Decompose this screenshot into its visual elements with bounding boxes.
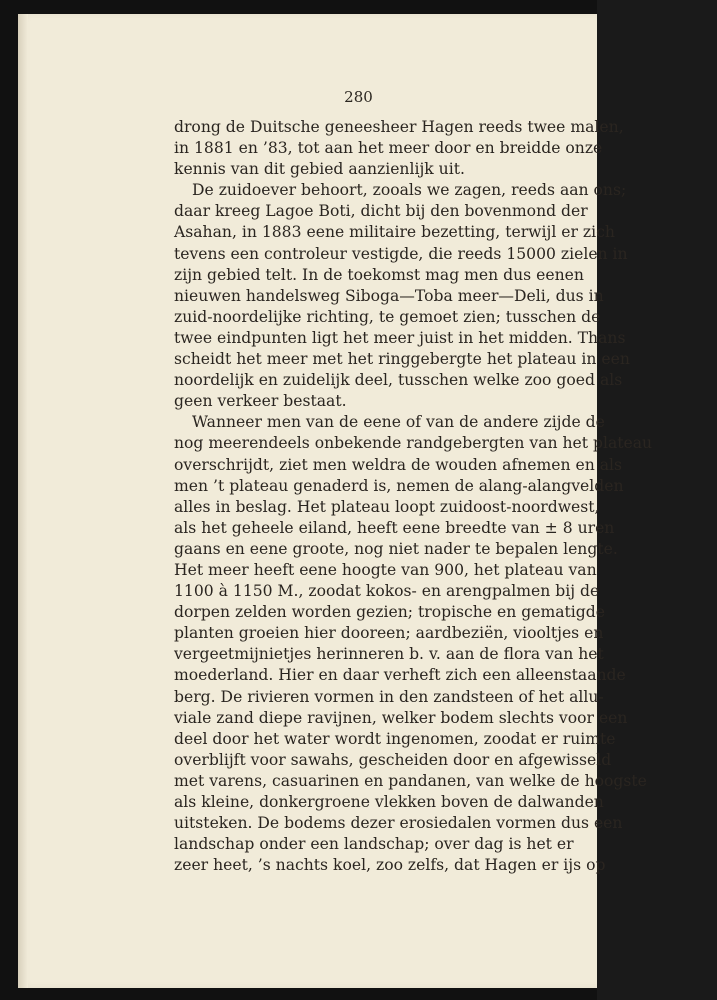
text-line: in 1881 en ’83, tot aan het meer door en breidde onze: [174, 139, 603, 158]
text-line: 1100 à 1150 M., zoodat kokos- en arengpalmen bij de: [174, 582, 600, 601]
text-line: deel door het water wordt ingenomen, zoodat er ruimte: [174, 729, 616, 748]
text-line: Het meer heeft eene hoogte van 900, het plateau van: [174, 560, 597, 579]
text-line: kennis van dit gebied aanzienlijk uit.: [174, 160, 465, 179]
text-line: noordelijk en zuidelijk deel, tusschen welke zoo goed als: [174, 371, 623, 390]
text-line: gaans en eene groote, nog niet nader te bepalen lengte.: [174, 539, 618, 558]
text-line: twee eindpunten ligt het meer juist in het midden. Thans: [174, 328, 626, 347]
text-line: uitsteken. De bodems dezer erosiedalen vormen dus een: [174, 814, 623, 833]
body-text: [174, 117, 653, 876]
text-line: zeer heet, ’s nachts koel, zoo zelfs, dat Hagen er ijs op: [174, 856, 606, 875]
text-line: scheidt het meer met het ringgebergte het plateau in een: [174, 350, 630, 369]
text-line: Wanneer men van de eene of van de andere zijde de: [192, 413, 605, 432]
text-line: als het geheele eiland, heeft eene breedte van ± 8 uren: [174, 518, 615, 537]
page-number: 280: [344, 88, 373, 106]
text-line: alles in beslag. Het plateau loopt zuidoost-noordwest,: [174, 497, 600, 516]
text-line: landschap onder een landschap; over dag is het er: [174, 835, 574, 854]
text-line: Asahan, in 1883 eene militaire bezetting, terwijl er zich: [174, 223, 615, 242]
text-line: dorpen zelden worden gezien; tropische en gematigde: [174, 603, 605, 622]
text-line: nieuwen handelsweg Siboga—Toba meer—Deli, dus in: [174, 286, 604, 305]
text-line: zuid-noordelijke richting, te gemoet zien; tusschen de: [174, 307, 601, 326]
page-gutter-shadow: [18, 14, 28, 988]
text-line: geen verkeer bestaat.: [174, 392, 347, 411]
text-line: viale zand diepe ravijnen, welker bodem slechts voor een: [174, 708, 628, 727]
text-line: nog meerendeels onbekende randgebergten van het plateau: [174, 434, 653, 453]
text-line: overschrijdt, ziet men weldra de wouden afnemen en als: [174, 455, 623, 474]
text-line: met varens, casuarinen en pandanen, van welke de hoogste: [174, 771, 647, 790]
text-line: als kleine, donkergroene vlekken boven de dalwanden: [174, 793, 604, 811]
text-line: tevens een controleur vestigde, die reeds 15000 zielen in: [174, 244, 628, 263]
text-line: drong de Duitsche geneesheer Hagen reeds twee malen,: [174, 118, 624, 136]
text-line: De zuidoever behoort, zooals we zagen, reeds aan ons;: [192, 181, 627, 200]
text-line: berg. De rivieren vormen in den zandsteen of het allu-: [174, 687, 604, 706]
text-line: daar kreeg Lagoe Boti, dicht bij den bovenmond der: [174, 202, 588, 221]
text-line: moederland. Hier en daar verheft zich een alleenstaande: [174, 666, 626, 685]
text-line: planten groeien hier dooreen; aardbeziën, viooltjes en: [174, 624, 604, 643]
text-line: overblijft voor sawahs, gescheiden door en afgewisseld: [174, 750, 612, 769]
text-line: vergeetmijnietjes herinneren b. v. aan de flora van het: [174, 645, 604, 664]
text-line: men ’t plateau genaderd is, nemen de alang-alangvelden: [174, 476, 624, 495]
text-line: zijn gebied telt. In de toekomst mag men dus eenen: [174, 265, 584, 284]
